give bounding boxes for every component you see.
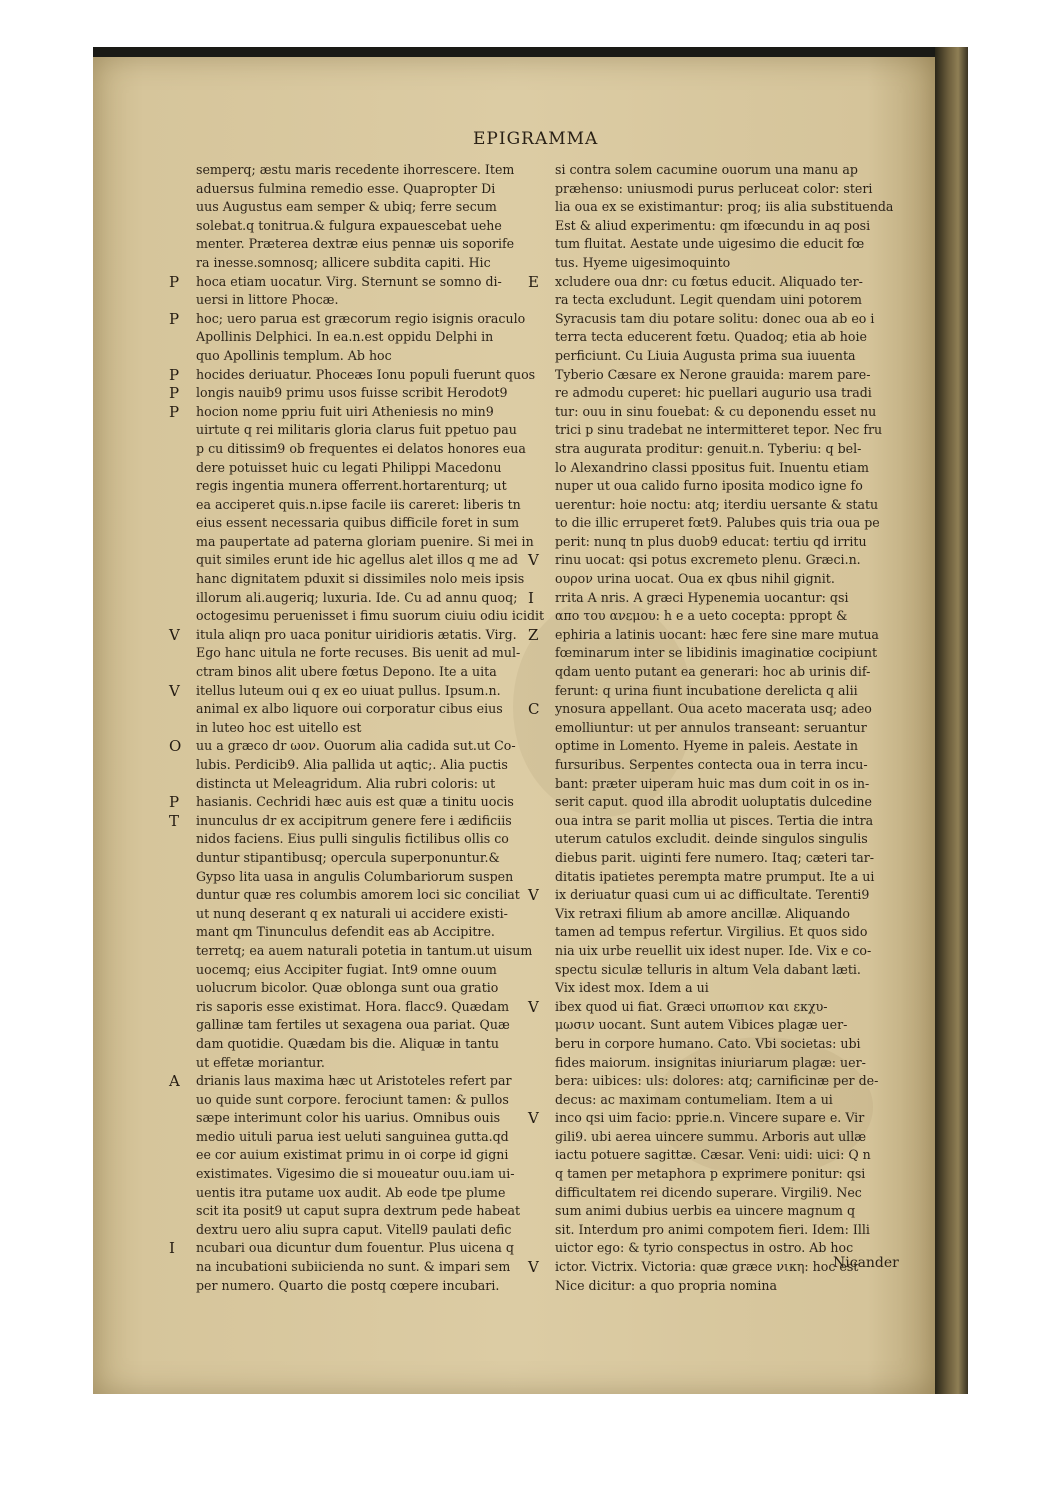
text-line (196, 849, 536, 868)
line-text: ynosura appellant. Oua aceto macerata usq; adeo (555, 701, 872, 717)
text-line (196, 1277, 536, 1296)
line-text: q tamen per metaphora p exprimere ponitur: qsi (555, 1166, 866, 1182)
line-text: sit. Interdum pro animi compotem fieri. Idem: Illi (555, 1221, 870, 1237)
text-line (555, 682, 910, 701)
line-text: ea acciperet quis.n.ipse facile iis careret: liberis tn (196, 496, 521, 512)
line-text: octogesimu peruenisset i fimu suorum ciuiu odiu icidit (196, 608, 545, 624)
text-line (555, 1165, 910, 1184)
text-line (196, 719, 536, 738)
line-text: per numero. Quarto die postq cœpere incubari. (196, 1277, 500, 1293)
line-text: lubis. Perdicib9. Alia pallida ut aqtic;. Alia puctis (196, 757, 508, 772)
text-line (555, 1146, 910, 1165)
text-line (555, 923, 910, 942)
text-line (169, 402, 536, 422)
line-text: ma paupertate ad paterna gloriam puenire. Si mei in (196, 533, 534, 549)
line-text: ee cor auium existimat primu in oi corpe id gigni (196, 1147, 509, 1163)
line-text: fœminarum inter se libidinis imaginatiœ cocipiunt (555, 645, 878, 661)
guide-letter: V (528, 886, 539, 905)
line-text: iactu potuere sagittæ. Cæsar. Veni: uidi: uici: Q n (555, 1147, 871, 1163)
text-line (196, 551, 536, 570)
line-text: quo Apollinis templum. Ab hoc (196, 347, 392, 363)
line-text: duntur stipantibusq; opercula superponuntur.& (196, 849, 500, 865)
line-text: difficultatem rei dicendo superare. Virgili9. Nec (555, 1184, 862, 1200)
text-line (555, 607, 910, 626)
text-line (555, 421, 910, 440)
text-line (555, 1277, 910, 1296)
text-line (555, 291, 910, 310)
line-text: ris saporis esse existimat. Hora. flacc9. Quædam (196, 998, 510, 1014)
line-text: μωσιν uocant. Sunt autem Vibices plagæ uer- (555, 1017, 848, 1033)
line-text: fides maiorum. insignitas iniuriarum plagæ: uer- (555, 1054, 866, 1070)
line-text: Syracusis tam diu potare solitu: donec oua ab eo i (555, 310, 875, 326)
guide-letter: V (528, 1109, 539, 1128)
line-text: xcludere oua dnr: cu fœtus educit. Aliquado ter- (555, 273, 863, 289)
text-line (528, 551, 910, 570)
line-text: perficiunt. Cu Liuia Augusta prima sua iuuenta (555, 347, 856, 363)
guide-letter: Z (528, 625, 539, 644)
text-line (555, 1221, 910, 1240)
guide-letter: I (169, 1239, 175, 1258)
text-line (555, 979, 910, 998)
text-line (196, 328, 536, 347)
text-line (196, 161, 536, 180)
line-text: ctram binos alit ubere fœtus Depono. Ite a uita (196, 664, 497, 680)
guide-letter: V (169, 681, 180, 700)
line-text: rinu uocat: qsi potus excremeto plenu. Græci.n. (555, 552, 861, 568)
line-text: dere potuisset huic cu legati Philippi Macedonu (196, 459, 502, 475)
line-text: ix deriuatur quasi cum ui ac difficultate. Terenti9 (555, 887, 870, 903)
text-line (555, 477, 910, 496)
text-line (555, 235, 910, 254)
line-text: hoc; uero parua est græcorum regio isignis oraculo (196, 310, 526, 326)
text-line (555, 942, 910, 961)
guide-letter: V (528, 551, 539, 570)
text-line (196, 1165, 536, 1184)
line-text: tus. Hyeme uigesimoquinto (555, 254, 731, 270)
line-text: animal ex albo liquore oui corporatur cibus eius (196, 701, 503, 717)
line-text: ferunt: q urina fiunt incubatione derelicta q alii (555, 682, 858, 698)
text-line (196, 235, 536, 254)
line-text: perit: nunq tn plus duob9 educat: tertiu qd irritu (555, 533, 867, 549)
text-line (196, 998, 536, 1017)
text-line (555, 217, 910, 236)
text-line (528, 588, 910, 608)
line-text: uocemq; eius Accipiter fugiat. Int9 omne ouum (196, 961, 497, 977)
line-text: itula aliqn pro uaca ponitur uiridioris ætatis. Virg. (196, 626, 517, 642)
line-text: Tyberio Cæsare ex Nerone grauida: marem pare- (555, 366, 871, 382)
line-text: lo Alexandrino classi ppositus fuit. Inuentu etiam (555, 459, 869, 475)
text-line (528, 272, 910, 292)
line-text: hasianis. Cechridi hæc auis est quæ a tinitu uocis (196, 794, 514, 810)
text-line (196, 1258, 536, 1277)
line-text: Apollinis Delphici. In ea.n.est oppidu Delphi in (196, 329, 494, 345)
line-text: rrita A nris. A græci Hypenemia uocantur: qsi (555, 589, 849, 605)
text-line (169, 1072, 536, 1091)
text-line (169, 625, 539, 645)
line-text: uterum catulos excludit. deinde singulos singulis (555, 831, 868, 847)
line-text: drianis laus maxima hæc ut Aristoteles refert par (196, 1073, 512, 1089)
line-text: in luteo hoc est uitello est (196, 719, 362, 735)
line-text: uo quide sunt corpore. ferociunt tamen: & pullos (196, 1091, 509, 1107)
text-line (196, 1184, 536, 1203)
text-line (555, 384, 910, 403)
guide-letter: P (169, 365, 180, 384)
text-line (196, 923, 536, 942)
line-text: lia oua ex se existimantur: proq; iis alia substituenda (555, 199, 894, 215)
line-text: existimates. Vigesimo die si moueatur ouu.iam ui- (196, 1166, 515, 1182)
line-text: gili9. ubi aerea uincere summu. Arboris aut ullæ (555, 1128, 867, 1144)
text-line (528, 997, 910, 1017)
line-text: dam quotidie. Quædam bis die. Aliquæ in tantu (196, 1035, 499, 1051)
guide-letter: A (169, 1072, 180, 1091)
line-text: regis ingentia munera offerrent.hortarenturq; ut (196, 478, 507, 494)
line-text: uerentur: hoie noctu: atq; iterdiu uersante & statu (555, 496, 879, 512)
line-text: duntur quæ res columbis amorem loci sic conciliat (196, 887, 520, 903)
line-text: ut nunq deserant q ex naturali ui accidere existi- (196, 905, 508, 921)
line-text: quit similes erunt ide hic agellus alet illos q me ad (196, 552, 519, 568)
text-line (555, 533, 910, 552)
line-text: itellus luteum oui q ex eo uiuat pullus. Ipsum.n. (196, 682, 501, 698)
text-line (196, 1016, 536, 1035)
line-text: decus: ac maximam contumeliam. Item a ui (555, 1091, 833, 1107)
text-line (196, 1202, 536, 1221)
line-text: eius essent necessaria quibus difficile foret in sum (196, 515, 520, 531)
text-line (555, 514, 910, 533)
text-line (528, 625, 910, 645)
line-text: menter. Præterea dextræ eius pennæ uis soporife (196, 236, 515, 252)
text-line (196, 868, 536, 887)
line-text: tum fluitat. Aestate unde uigesimo die educit fœ (555, 236, 865, 252)
text-line (555, 496, 910, 515)
text-line (196, 700, 536, 719)
text-line (196, 1221, 536, 1240)
line-text: uirtute q rei militaris gloria clarus fuit ppetuo pau (196, 422, 517, 438)
line-text: ibex quod ui fiat. Græci υπωπιον και εκχυ- (555, 998, 828, 1014)
text-line (555, 756, 910, 775)
text-line (196, 570, 536, 589)
book-spine (935, 47, 968, 1394)
text-line (555, 310, 910, 329)
line-text: uus Augustus eam semper & ubiq; ferre secum (196, 199, 497, 215)
line-text: Gypso lita uasa in angulis Columbariorum suspen (196, 868, 514, 884)
guide-letter: C (528, 700, 540, 719)
line-text: scit ita posit9 ut caput supra dextrum pede habeat (196, 1203, 521, 1219)
text-line (555, 570, 910, 589)
text-line (528, 700, 910, 719)
line-text: trici p sinu tradebat ne intermitteret tepor. Nec fru (555, 422, 883, 438)
text-line (196, 514, 536, 533)
text-line (555, 347, 910, 366)
line-text: re admodu cuperet: hic puellari augurio usa tradi (555, 385, 872, 401)
text-line (196, 644, 536, 663)
text-line (555, 254, 910, 273)
text-line (196, 1128, 536, 1147)
text-line (555, 719, 910, 738)
line-text: terretq; ea auem naturali potetia in tantum.ut uisum (196, 942, 533, 958)
guide-letter: V (528, 1258, 539, 1277)
guide-letter: P (169, 793, 180, 812)
text-line (196, 830, 536, 849)
line-text: Ego hanc uitula ne forte recuses. Bis uenit ad mul- (196, 645, 521, 661)
text-line (555, 793, 910, 812)
line-text: Nice dicitur: a quo propria nomina (555, 1277, 778, 1293)
text-line (555, 830, 910, 849)
text-line (196, 886, 536, 905)
text-line (196, 1146, 536, 1165)
text-line (169, 272, 536, 292)
text-line (196, 663, 536, 682)
text-line (196, 1054, 536, 1073)
text-line (555, 644, 910, 663)
line-text: ra tecta excludunt. Legit quendam uini potorem (555, 292, 862, 308)
line-text: ictor. Victrix. Victoria: quæ græce νικη: hoc est (555, 1259, 859, 1275)
text-line (555, 663, 910, 682)
text-line (169, 384, 536, 403)
text-line (555, 961, 910, 980)
text-line (555, 1202, 910, 1221)
guide-letter: O (169, 737, 182, 756)
text-line (196, 291, 536, 310)
text-line (555, 1072, 910, 1091)
line-text: to die illic erruperet fœt9. Palubes quis tria oua pe (555, 515, 880, 531)
scan-frame (93, 47, 968, 1394)
line-text: hanc dignitatem pduxit si dissimiles nolo meis ipsis (196, 571, 525, 587)
text-line (196, 533, 536, 552)
guide-letter: P (169, 384, 180, 403)
line-text: oua intra se parit mollia ut pisces. Tertia die intra (555, 812, 874, 828)
text-line (196, 979, 536, 998)
line-text: nidos faciens. Eius pulli singulis fictilibus ollis co (196, 831, 509, 847)
line-text: distincta ut Meleagridum. Alia rubri coloris: ut (196, 775, 496, 791)
line-text: ra inesse.somnosq; allicere subdita capiti. Hic (196, 254, 491, 270)
line-text: uersi in littore Phocæ. (196, 292, 339, 308)
text-line (169, 737, 536, 756)
text-line (196, 459, 536, 478)
line-text: beru in corpore humano. Cato. Vbi societas: ubi (555, 1035, 861, 1051)
text-line (555, 1128, 910, 1147)
line-text: terra tecta educerent fœtu. Quadoq; etia ab hoie (555, 329, 867, 345)
line-text: optime in Lomento. Hyeme in paleis. Aestate in (555, 738, 859, 754)
line-text: bera: uibices: uls: dolores: atq; carnificinæ per de- (555, 1073, 879, 1089)
line-text: semperq; æstu maris recedente ihorrescere. Item (196, 162, 515, 177)
text-line (555, 868, 910, 887)
line-text: Est & aliud experimentu: qm ifœcundu in aq posi (555, 217, 871, 233)
line-text: mant qm Tinunculus defendit eas ab Accipitre. (196, 924, 495, 940)
line-text: inunculus dr ex accipitrum genere fere i ædificiis (196, 812, 512, 828)
book-page (93, 57, 935, 1394)
line-text: hoca etiam uocatur. Virg. Sternunt se somno di- (196, 273, 502, 289)
line-text: diebus parit. uiginti fere numero. Itaq; cæteri tar- (555, 849, 875, 865)
text-line (196, 589, 536, 608)
right-text-column (528, 161, 910, 1295)
text-line (196, 198, 536, 217)
text-line (555, 812, 910, 831)
guide-letter: T (169, 811, 180, 830)
text-line (196, 775, 536, 794)
running-header: EPIGRAMMA (473, 129, 599, 149)
text-line (169, 681, 536, 701)
text-line (169, 811, 536, 831)
line-text: hocides deriuatur. Phoceæs Ionu populi fuerunt quos (196, 366, 536, 382)
text-line (169, 365, 536, 385)
line-text: medio uituli parua iest ueluti sanguinea gutta.qd (196, 1128, 509, 1144)
text-line (196, 347, 536, 366)
text-line (169, 309, 536, 329)
line-text: Vix idest mox. Idem a ui (555, 980, 709, 996)
line-text: serit caput. quod illa abrodit uoluptatis dulcedine (555, 794, 872, 810)
line-text: qdam uento putant ea generari: hoc ab urinis dif- (555, 664, 871, 680)
line-text: nia uix urbe reuellit uix idest nuper. Ide. Vix e co- (555, 942, 872, 958)
line-text: ditatis ipatietes perempta matre prumput. Ite a ui (555, 868, 875, 884)
catchword: Nicander (833, 1255, 899, 1271)
line-text: na incubationi subiicienda no sunt. & impari sem (196, 1259, 511, 1275)
line-text: ut effetæ moriantur. (196, 1054, 325, 1070)
text-line (196, 1091, 536, 1110)
line-text: præhenso: uniusmodi purus perluceat color: steri (555, 180, 873, 196)
guide-letter: E (528, 272, 539, 291)
line-text: sæpe interimunt color his uarius. Omnibus ouis (196, 1110, 501, 1126)
text-line (555, 328, 910, 347)
line-text: aduersus fulmina remedio esse. Quapropter Di (196, 180, 496, 196)
line-text: spectu siculæ telluris in altum Vela dabant læti. (555, 961, 861, 977)
text-line (196, 942, 536, 961)
text-line (555, 366, 910, 385)
line-text: tur: ouu in sinu fouebat: & cu deponendu esset nu (555, 403, 877, 419)
line-text: uictor ego: & tyrio conspectus in ostro. Ab hoc (555, 1240, 854, 1256)
guide-letter: V (528, 997, 539, 1016)
text-line (196, 180, 536, 199)
line-text: απο του ανεμου: h e a ueto cocepta: ppropt & (555, 608, 848, 624)
line-text: uentis itra putame uox audit. Ab eode tpe plume (196, 1184, 506, 1200)
text-line (555, 1091, 910, 1110)
text-line (555, 737, 910, 756)
line-text: inco qsi uim facio: pprie.n. Vincere supare e. Vir (555, 1110, 865, 1126)
text-line (196, 905, 536, 924)
line-text: ephiria a latinis uocant: hæc fere sine mare mutua (555, 626, 879, 642)
line-text: illorum ali.augeriq; luxuria. Ide. Cu ad annu quoq; (196, 589, 518, 605)
guide-letter: I (528, 588, 534, 607)
line-text: sum animi dubius uerbis ea uincere magnum q (555, 1203, 856, 1219)
line-text: hocion nome ppriu fuit uiri Atheniesis no min9 (196, 403, 494, 419)
line-text: tamen ad tempus refertur. Virgilius. Et quos sido (555, 924, 868, 940)
line-text: longis nauib9 primu usos fuisse scribit Herodot9 (196, 385, 508, 401)
line-text: dextru uero aliu supra caput. Vitell9 paulati defic (196, 1221, 512, 1237)
text-line (196, 440, 536, 459)
text-line (555, 180, 910, 199)
guide-letter: V (169, 625, 180, 644)
line-text: p cu ditissim9 ob frequentes ei delatos honores eua (196, 440, 526, 456)
text-line (169, 793, 536, 812)
line-text: ncubari oua dicuntur dum fouentur. Plus uicena q (196, 1240, 514, 1256)
guide-letter: P (169, 402, 180, 421)
guide-letter: P (169, 272, 180, 291)
text-line (555, 459, 910, 478)
text-line (196, 254, 536, 273)
text-line (555, 1035, 910, 1054)
text-line (196, 1035, 536, 1054)
line-text: bant: præter uiperam huic mas dum coit in os in- (555, 775, 870, 791)
line-text: uolucrum bicolor. Quæ oblonga sunt oua gratio (196, 980, 499, 996)
text-line (196, 421, 536, 440)
text-line (196, 477, 536, 496)
text-line (555, 403, 910, 422)
text-line (528, 886, 910, 905)
line-text: ουρον urina uocat. Oua ex qbus nihil gignit. (555, 571, 835, 587)
text-line (555, 849, 910, 868)
text-line (555, 775, 910, 794)
line-text: gallinæ tam fertiles ut sexagena oua pariat. Quæ (196, 1017, 510, 1033)
text-line (555, 1184, 910, 1203)
text-line (555, 440, 910, 459)
text-line (555, 1016, 910, 1035)
text-line (555, 1054, 910, 1073)
text-line (555, 161, 910, 180)
guide-letter: P (169, 309, 180, 328)
line-text: stra augurata proditur: genuit.n. Tyberiu: q bel- (555, 440, 862, 456)
text-line (196, 607, 545, 626)
line-text: fursuribus. Serpentes contecta oua in terra incu- (555, 757, 868, 772)
line-text: emolliuntur: ut per annulos transeant: seruantur (555, 719, 867, 735)
text-line (169, 1239, 536, 1258)
line-text: solebat.q tonitrua.& fulgura expauescebat uehe (196, 217, 502, 233)
text-line (196, 961, 536, 980)
text-line (555, 198, 910, 217)
line-text: si contra solem cacumine ouorum una manu ap (555, 162, 858, 177)
text-line (196, 496, 536, 515)
text-line (196, 1109, 536, 1128)
text-line (528, 1109, 910, 1128)
line-text: Vix retraxi filium ab amore ancillæ. Aliquando (555, 905, 850, 921)
text-line (555, 905, 910, 924)
left-text-column (169, 161, 545, 1295)
line-text: uu a græco dr ωον. Ouorum alia cadida sut.ut Co- (196, 738, 516, 754)
text-line (196, 217, 536, 236)
text-line (196, 756, 536, 775)
line-text: nuper ut oua calido furno iposita modico igne fo (555, 478, 863, 494)
